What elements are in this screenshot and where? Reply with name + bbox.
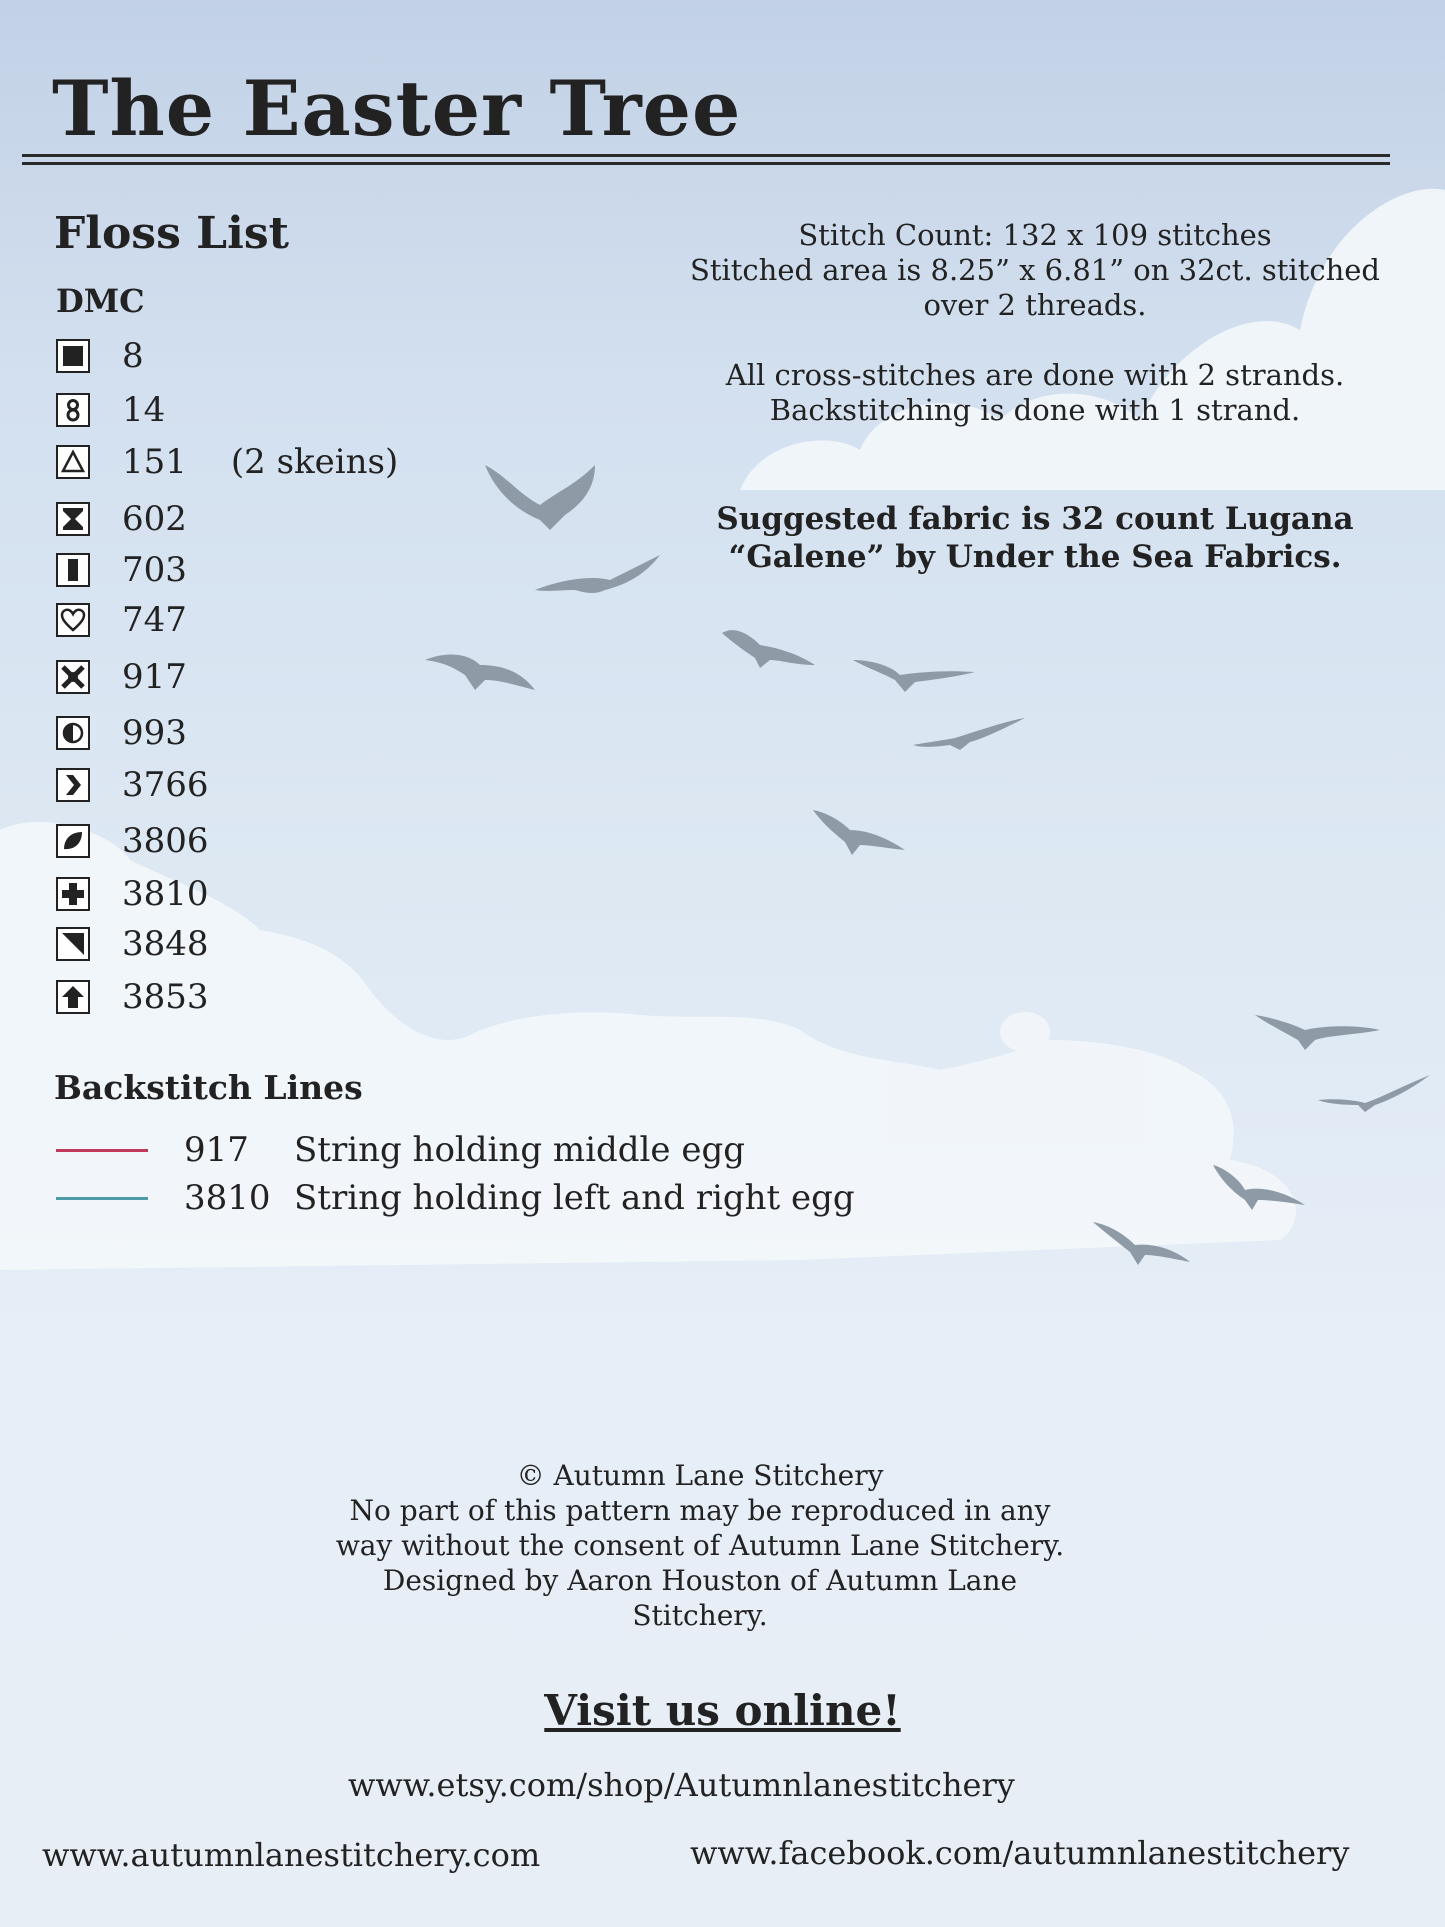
triangle-icon [56,445,90,479]
leaf-icon [56,824,90,858]
floss-item [56,924,209,964]
half-circle-icon [56,716,90,750]
facebook-link[interactable]: www.facebook.com/autumnlanestitchery [690,1834,1350,1872]
filled-square-icon [56,339,90,373]
fabric-line-2: “Galene” by Under the Sea Fabrics. [728,539,1342,575]
floss-number: 917 [122,657,187,697]
copyright-line: © Autumn Lane Stitchery [516,1459,884,1492]
floss-number: 703 [122,550,187,590]
backstitch-strands: Backstitching is done with 1 strand. [769,393,1301,427]
title-rule-bottom [22,162,1390,165]
floss-number: 151 [122,442,187,482]
backstitch-color-line [56,1197,148,1200]
fabric-suggestion [680,500,1390,576]
fabric-line-1: Suggested fabric is 32 count Lugana [716,501,1354,537]
backstitch-number: 3810 [184,1178,271,1218]
backstitch-row [56,1128,745,1172]
floss-item [56,713,187,753]
floss-number: 14 [122,390,166,430]
floss-number: 3848 [122,924,209,964]
corner-triangle-icon [56,927,90,961]
floss-brand-label: DMC [56,282,145,320]
backstitch-description: String holding left and right egg [294,1178,855,1218]
heart-icon [56,603,90,637]
stitched-area-cont: over 2 threads. [923,288,1147,322]
floss-item [56,550,187,590]
title-rule-top [22,154,1390,157]
chevron-right-icon [56,768,90,802]
floss-number: 993 [122,713,187,753]
backstitch-row [56,1176,855,1220]
floss-item [56,336,144,376]
floss-item [56,821,209,861]
floss-note: (2 skeins) [230,442,399,482]
floss-item [56,600,187,640]
floss-item [56,657,187,697]
floss-list-heading: Floss List [54,208,289,259]
floss-number: 602 [122,499,187,539]
floss-number: 3766 [122,765,209,805]
floss-number: 3853 [122,977,209,1017]
stitch-count: Stitch Count: 132 x 109 stitches [798,218,1272,252]
floss-number: 3810 [122,874,209,914]
copyright-line: Stitchery. [632,1599,768,1632]
backstitch-color-line [56,1149,148,1152]
up-arrow-icon [56,980,90,1014]
copyright-line: way without the consent of Autumn Lane Stitchery. [335,1529,1065,1562]
copyright-block [300,1458,1100,1633]
vertical-bar-icon [56,553,90,587]
copyright-line: Designed by Aaron Houston of Autumn Lane [382,1564,1018,1597]
floss-item [56,499,187,539]
x-cross-icon [56,660,90,694]
copyright-line: No part of this pattern may be reproduced in any [349,1494,1051,1527]
backstitch-description: String holding middle egg [294,1130,745,1170]
stitch-info [680,218,1390,323]
floss-number: 747 [122,600,187,640]
backstitch-number: 917 [184,1130,249,1170]
floss-item [56,765,209,805]
floss-item [56,977,209,1017]
floss-item [56,390,165,430]
stitched-area: Stitched area is 8.25” x 6.81” on 32ct. stitched [689,253,1380,287]
backstitch-heading: Backstitch Lines [54,1068,363,1107]
strand-info [680,358,1390,428]
visit-online-heading: Visit us online! [544,1686,901,1735]
plus-icon [56,877,90,911]
floss-item [56,442,398,482]
floss-number: 8 [122,336,144,376]
website-link[interactable]: www.autumnlanestitchery.com [42,1836,541,1874]
floss-number: 3806 [122,821,209,861]
page-title: The Easter Tree [52,64,742,153]
digit-eight-icon [56,393,90,427]
cross-stitch-strands: All cross-stitches are done with 2 strands. [725,358,1345,392]
etsy-link[interactable]: www.etsy.com/shop/Autumnlanestitchery [348,1766,1015,1804]
floss-item [56,874,209,914]
hourglass-icon [56,502,90,536]
